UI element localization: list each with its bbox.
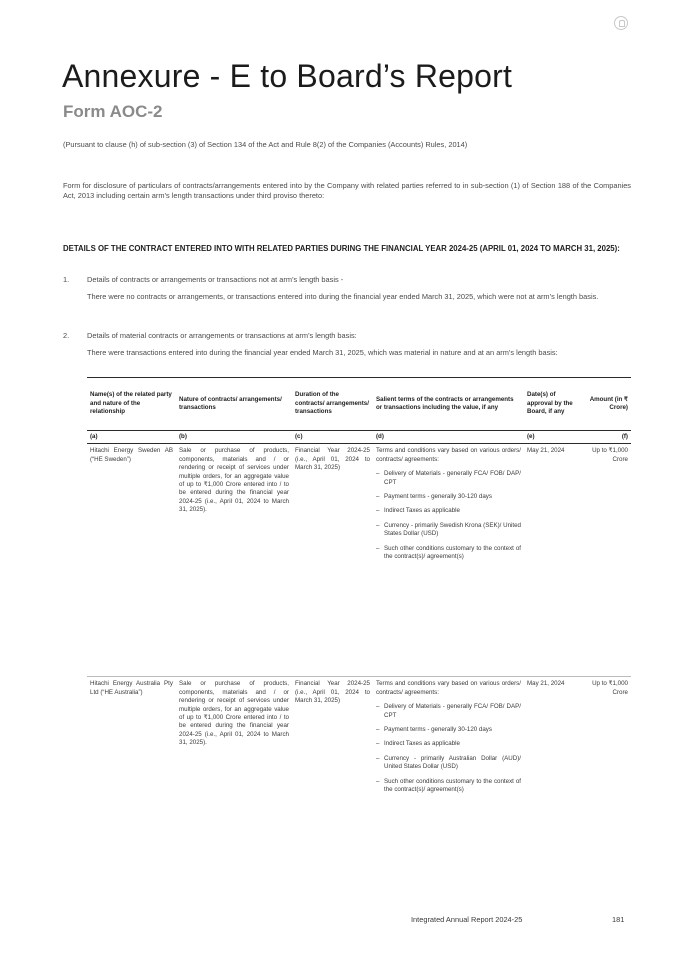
related-party-table [87, 377, 631, 879]
column-letter: (a) [87, 431, 176, 444]
term-bullet: – Such other conditions customary to the context of the contract(s)/ agreement(s) [376, 545, 521, 562]
column-header: Amount (in ₹ Crore) [580, 378, 631, 431]
table-row [87, 444, 631, 677]
page-number: 181 [612, 915, 625, 924]
term-bullet: – Currency - primarily Swedish Krona (SEK)/ United States Dollar (USD) [376, 522, 521, 539]
terms-list [376, 680, 521, 794]
duration-cell: Financial Year 2024-25 (i.e., April 01, 2024 to March 31, 2025) [292, 444, 373, 677]
term-bullet: – Delivery of Materials - generally FCA/ FOB/ DAP/ CPT [376, 703, 521, 720]
item-title: Details of contracts or arrangements or transactions not at arm’s length basis - [87, 275, 344, 284]
intro-paragraph-2: Form for disclosure of particulars of contracts/arrangements entered into by the Company with related parties referred to in sub-section (1) of Section 188 of the Companies Act, 2013 including certain arm’s length transactions under third proviso thereto: [63, 181, 631, 201]
terms-cell [373, 677, 524, 880]
term-bullet: – Indirect Taxes as applicable [376, 507, 521, 515]
column-letter: (b) [176, 431, 292, 444]
terms-list [376, 447, 521, 561]
amount-cell: Up to ₹1,000 Crore [592, 680, 628, 696]
column-letter: (c) [292, 431, 373, 444]
amount-cell: Up to ₹1,000 Crore [580, 444, 631, 677]
form-subtitle: Form AOC-2 [63, 102, 163, 121]
column-letter: (d) [373, 431, 524, 444]
term-bullet: – Indirect Taxes as applicable [376, 740, 521, 748]
section-heading: DETAILS OF THE CONTRACT ENTERED INTO WITH RELATED PARTIES DURING THE FINANCIAL YEAR 2024-25 (APRIL 01, 2024 TO MARCH 31, 2025): [63, 244, 620, 253]
item-body: There were transactions entered into during the financial year ended March 31, 2025, which was material in nature and at an arm’s length basis: [87, 348, 558, 357]
term-bullet: – Delivery of Materials - generally FCA/ FOB/ DAP/ CPT [376, 470, 521, 487]
related-party-cell: Hitachi Energy Sweden AB (“HE Sweden”) [87, 444, 176, 677]
related-party-cell: Hitachi Energy Australia Pty Ltd (“HE Australia”) [90, 680, 173, 696]
item-title: Details of material contracts or arrangements or transactions at arm’s length basis: [87, 331, 357, 340]
logo-icon [614, 16, 628, 30]
terms-lead: Terms and conditions vary based on various orders/ contracts/ agreements: [376, 447, 521, 463]
page-title: Annexure - E to Board’s Report [62, 58, 513, 94]
term-bullet: – Payment terms - generally 30-120 days [376, 493, 521, 501]
approval-date-cell: May 21, 2024 [524, 444, 580, 677]
duration-cell: Financial Year 2024-25 (i.e., April 01, 2024 to March 31, 2025) [295, 680, 370, 705]
terms-cell [373, 444, 524, 677]
column-letter: (f) [580, 431, 631, 444]
intro-paragraph-1: (Pursuant to clause (h) of sub-section (3) of Section 134 of the Act and Rule 8(2) of the Companies (Accounts) Rules, 2014) [63, 140, 468, 149]
item-number: 2. [63, 331, 70, 340]
item-body: There were no contracts or arrangements, or transactions entered into during the financial year ended March 31, 2025, which were not at arm’s length basis. [87, 292, 599, 301]
table-row [87, 677, 631, 880]
term-bullet: – Payment terms - generally 30-120 days [376, 726, 521, 734]
term-bullet: – Such other conditions customary to the context of the contract(s)/ agreement(s) [376, 778, 521, 795]
column-letter: (e) [524, 431, 580, 444]
column-header: Name(s) of the related party and nature of the relationship [87, 378, 176, 431]
column-header: Date(s) of approval by the Board, if any [524, 378, 580, 431]
column-header: Nature of contracts/ arrangements/ transactions [176, 378, 292, 431]
column-header: Duration of the contracts/ arrangements/ transactions [292, 378, 373, 431]
terms-lead: Terms and conditions vary based on various orders/ contracts/ agreements: [376, 680, 521, 696]
nature-cell: Sale or purchase of products, components, materials and / or rendering or receipt of services under multiple orders, for an aggregate value of up to ₹1,000 Crore entered into / to be entered during the financial year 2024-25 (i.e., April 01, 2024 to March 31, 2025). [179, 680, 289, 747]
item-number: 1. [63, 275, 70, 284]
nature-cell: Sale or purchase of products, components, materials and / or rendering or receipt of services under multiple orders, for an aggregate value of up to ₹1,000 Crore entered into / to be entered during the financial year 2024-25 (i.e., April 01, 2024 to March 31, 2025). [176, 444, 292, 677]
term-bullet: – Currency - primarily Australian Dollar (AUD)/ United States Dollar (USD) [376, 755, 521, 772]
footer-report-name: Integrated Annual Report 2024-25 [411, 915, 523, 924]
table-header-row [87, 378, 631, 431]
column-header: Salient terms of the contracts or arrangements or transactions including the value, if any [373, 378, 524, 431]
column-letter-row [87, 431, 631, 444]
approval-date-cell: May 21, 2024 [527, 680, 565, 688]
